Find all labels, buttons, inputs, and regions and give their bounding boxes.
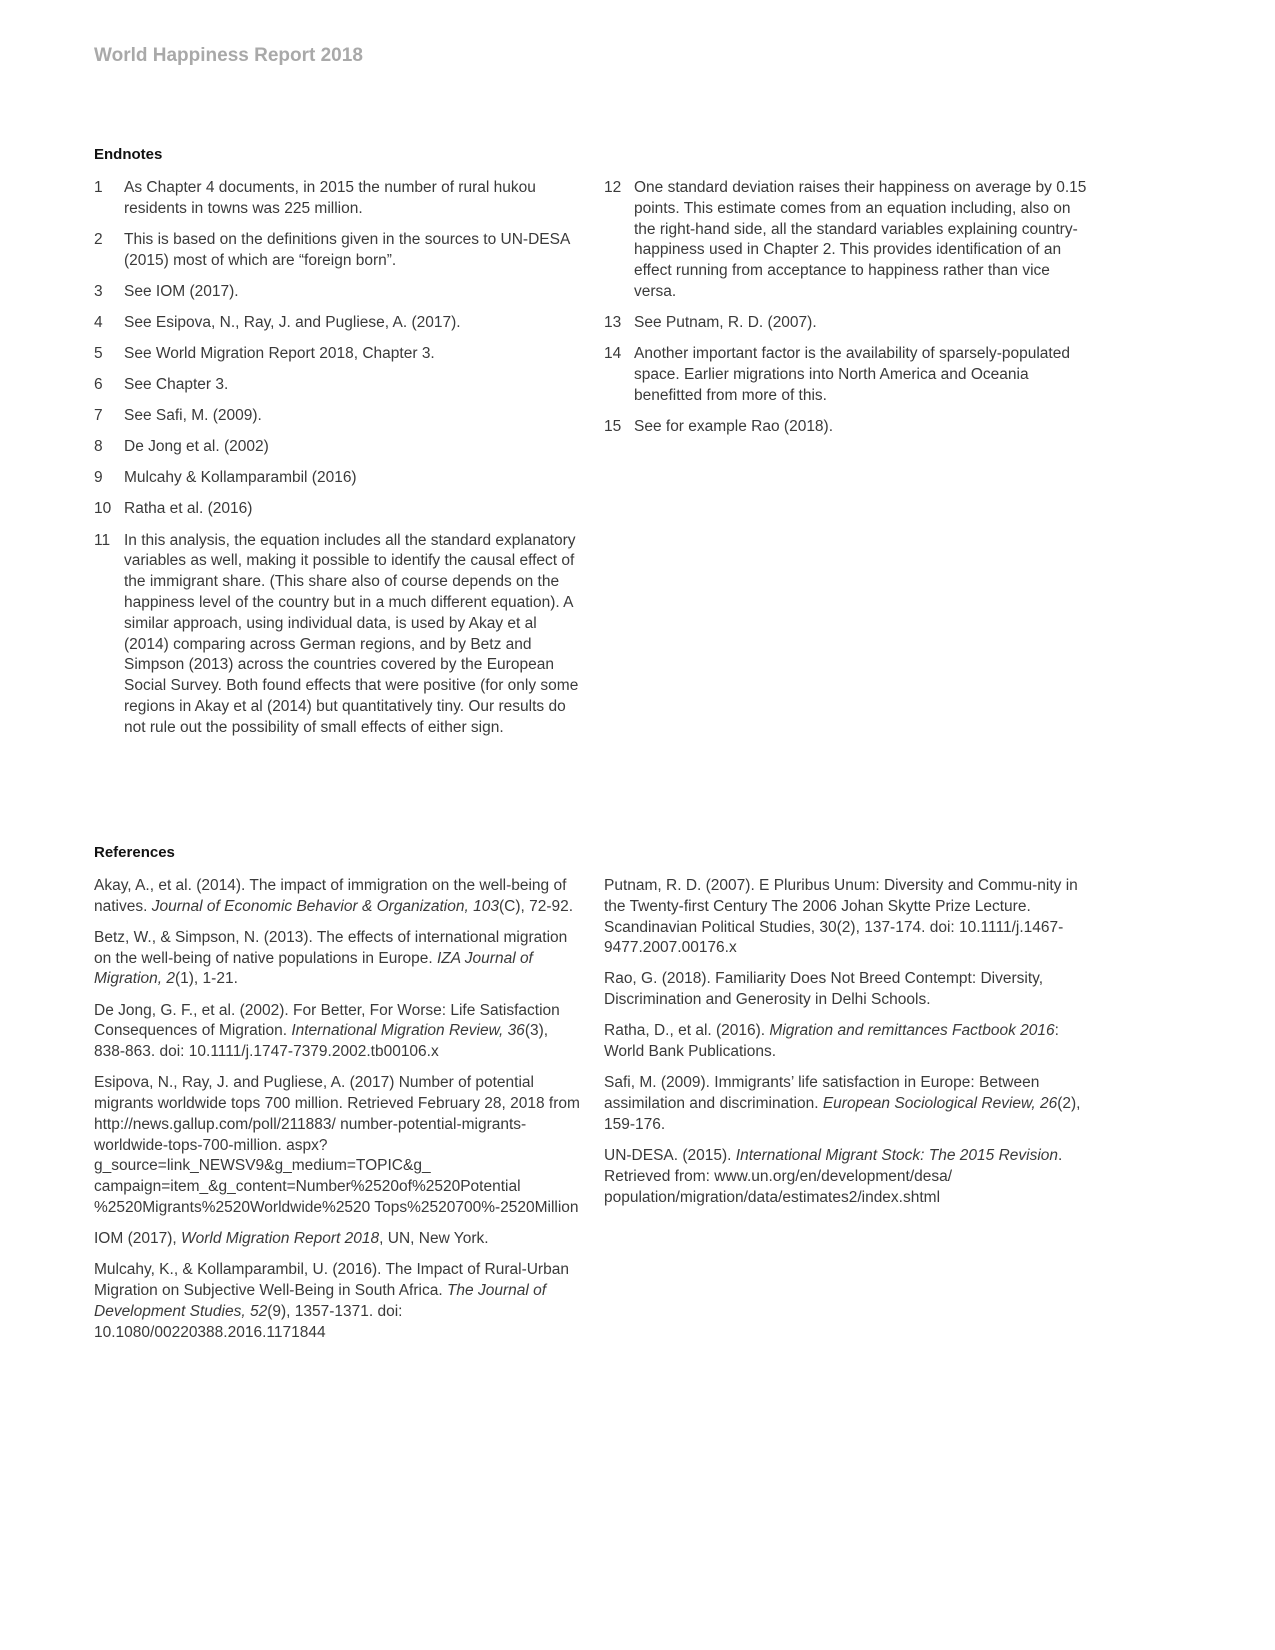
endnote-item [94, 282, 582, 303]
reference-item [604, 1021, 1092, 1063]
endnote-item [94, 375, 582, 396]
endnote-text: Another important factor is the availability of sparsely-populated space. Earlier migrations into North America and Oceania benefitted from more of this. [634, 345, 1070, 404]
reference-text-tail: (C), 72-92. [498, 897, 574, 915]
endnote-text: See Chapter 3. [124, 376, 229, 394]
endnote-number: 14 [604, 345, 622, 363]
endnote-text: See Putnam, R. D. (2007). [634, 314, 817, 332]
references-right-column [604, 876, 1092, 1219]
reference-text: De Jong, G. F., et al. (2002). For Better, For Worse: Life Satisfaction Consequences of Migration. [94, 1001, 560, 1040]
endnote-text: Mulcahy & Kollamparambil (2016) [124, 469, 357, 487]
endnote-item [604, 417, 1092, 438]
endnote-item [94, 178, 582, 220]
reference-text: Esipova, N., Ray, J. and Pugliese, A. (2017) Number of potential migrants worldwide tops 700 million. Retrieved February 28, 2018 from http://news.gallup.com/poll/211883/ number-potential-migrants-worldwide-tops-700-million. aspx?g_source=link_NEWSV9&g_medium=TOPIC&g_ campaign=item_&g_content=Number%2520of%2520Potential %2520Migrants%2520Worldwide%2520 Tops%2520700%-2520Million [94, 1074, 580, 1217]
reference-text-tail: (2), 159-176. [604, 1095, 1081, 1133]
endnote-number: 15 [604, 417, 622, 435]
reference-item [94, 1073, 582, 1219]
reference-text-tail: (1), 1-21. [174, 970, 238, 988]
endnote-number: 2 [94, 230, 103, 248]
endnote-text: See IOM (2017). [124, 282, 239, 300]
endnote-item [94, 468, 582, 489]
reference-item [94, 928, 582, 990]
reference-item [94, 1229, 582, 1250]
reference-item [94, 876, 582, 918]
endnote-number: 1 [94, 179, 103, 196]
reference-title-italic: European Sociological Review, 26 [822, 1095, 1058, 1113]
reference-text: Rao, G. (2018). Familiarity Does Not Breed Contempt: Diversity, Discrimination and Generosity in Delhi Schools. [604, 970, 1044, 1009]
reference-text: Putnam, R. D. (2007). E Pluribus Unum: Diversity and Commu-nity in the Twenty-first Century The 2006 Johan Skytte Prize Lecture. Scandinavian Political Studies, 30(2), 137-174. doi: 10.1111/j.1467-9477.2007.00176.x [604, 877, 1078, 957]
reference-item [604, 1146, 1092, 1208]
reference-text: Betz, W., & Simpson, N. (2013). The effects of international migration on the well-being of native populations in Europe. [94, 928, 568, 967]
reference-title-italic: Journal of Economic Behavior & Organization, 103 [151, 897, 499, 915]
reference-item [94, 1260, 582, 1343]
reference-title-italic: International Migration Review, 36 [291, 1022, 525, 1040]
reference-title-italic: World Migration Report 2018 [181, 1230, 380, 1248]
endnote-text: See for example Rao (2018). [634, 417, 834, 435]
endnote-number: 11 [94, 531, 111, 549]
endnote-item [94, 230, 582, 272]
references-title: References [94, 844, 175, 861]
reference-text: Safi, M. (2009). Immigrants’ life satisfaction in Europe: Between assimilation and discrimination. [604, 1074, 1040, 1113]
endnote-text: In this analysis, the equation includes all the standard explanatory variables as well, making it possible to identify the causal effect of the immigrant share. (This share also of course depends on the happiness level of the country but in a much different equation). A similar approach, using individual data, is used by Akay et al (2014) comparing across German regions, and by Betz and Simpson (2013) across the countries covered by the European Social Survey. Both found effects that were positive (for only some regions in Akay et al (2014) but quantitatively tiny. Our results do not rule out the possibility of small effects of either sign. [124, 531, 579, 736]
endnote-number: 9 [94, 469, 103, 487]
reference-text: IOM (2017), [94, 1230, 181, 1248]
endnote-item [604, 178, 1092, 303]
reference-item [604, 1073, 1092, 1135]
endnote-number: 8 [94, 438, 103, 456]
endnote-item [94, 313, 582, 334]
reference-title-italic: IZA Journal of Migration, 2 [94, 949, 533, 988]
endnote-item [94, 406, 582, 427]
reference-item [94, 1001, 582, 1063]
endnote-number: 10 [94, 500, 112, 518]
endnote-number: 13 [604, 314, 622, 332]
reference-text: Mulcahy, K., & Kollamparambil, U. (2016). The Impact of Rural-Urban Migration on Subjective Well-Being in South Africa. [94, 1261, 569, 1300]
endnote-number: 3 [94, 282, 103, 300]
endnotes-left-column [94, 178, 582, 749]
endnote-text: See Esipova, N., Ray, J. and Pugliese, A. (2017). [124, 313, 461, 331]
reference-text-tail: (9), 1357-1371. doi: 10.1080/00220388.2016.1171844 [94, 1302, 403, 1341]
endnote-item [94, 344, 582, 365]
reference-text: Ratha, D., et al. (2016). [604, 1022, 770, 1040]
endnote-item [94, 437, 582, 458]
reference-text-tail: , UN, New York. [379, 1230, 489, 1248]
endnotes-title: Endnotes [94, 146, 163, 163]
endnote-item [94, 531, 582, 739]
reference-title-italic: Migration and remittances Factbook 2016 [769, 1022, 1055, 1040]
endnote-text: One standard deviation raises their happiness on average by 0.15 points. This estimate comes from an equation including, also on the right-hand side, all the standard variables explaining country-happiness used in Chapter 2. This provides identification of an effect running from acceptance to happiness rather than vice versa. [634, 179, 1087, 300]
reference-text-tail: (3), 838-863. doi: 10.1111/j.1747-7379.2002.tb00106.x [94, 1022, 549, 1061]
endnote-number: 7 [94, 407, 103, 425]
endnote-number: 6 [94, 376, 103, 394]
endnotes-right-column [604, 178, 1092, 448]
reference-title-italic: The Journal of Development Studies, 52 [94, 1282, 547, 1320]
endnote-text: See Safi, M. (2009). [124, 407, 262, 425]
endnote-item [604, 313, 1092, 334]
endnote-text: See World Migration Report 2018, Chapter 3. [124, 344, 435, 362]
reference-item [604, 876, 1092, 959]
endnote-item [604, 344, 1092, 406]
running-header: World Happiness Report 2018 [94, 45, 363, 66]
reference-text: UN-DESA. (2015). [604, 1146, 736, 1164]
endnote-number: 4 [94, 313, 103, 331]
endnote-text: De Jong et al. (2002) [124, 438, 269, 456]
references-left-column [94, 876, 582, 1354]
reference-text: Akay, A., et al. (2014). The impact of immigration on the well-being of natives. [94, 877, 567, 915]
reference-item [604, 969, 1092, 1011]
reference-title-italic: International Migrant Stock: The 2015 Revision [735, 1146, 1059, 1164]
endnote-number: 5 [94, 344, 103, 362]
reference-text-tail: : World Bank Publications. [604, 1022, 1059, 1061]
endnote-text: As Chapter 4 documents, in 2015 the number of rural hukou residents in towns was 225 million. [124, 179, 536, 217]
reference-text-tail: . Retrieved from: www.un.org/en/development/desa/ population/migration/data/estimates2/index.shtml [604, 1146, 1063, 1206]
endnote-item [94, 499, 582, 520]
endnote-text: Ratha et al. (2016) [124, 500, 253, 518]
endnote-text: This is based on the definitions given in the sources to UN-DESA (2015) most of which are “foreign born”. [124, 230, 570, 269]
endnote-number: 12 [604, 179, 622, 196]
